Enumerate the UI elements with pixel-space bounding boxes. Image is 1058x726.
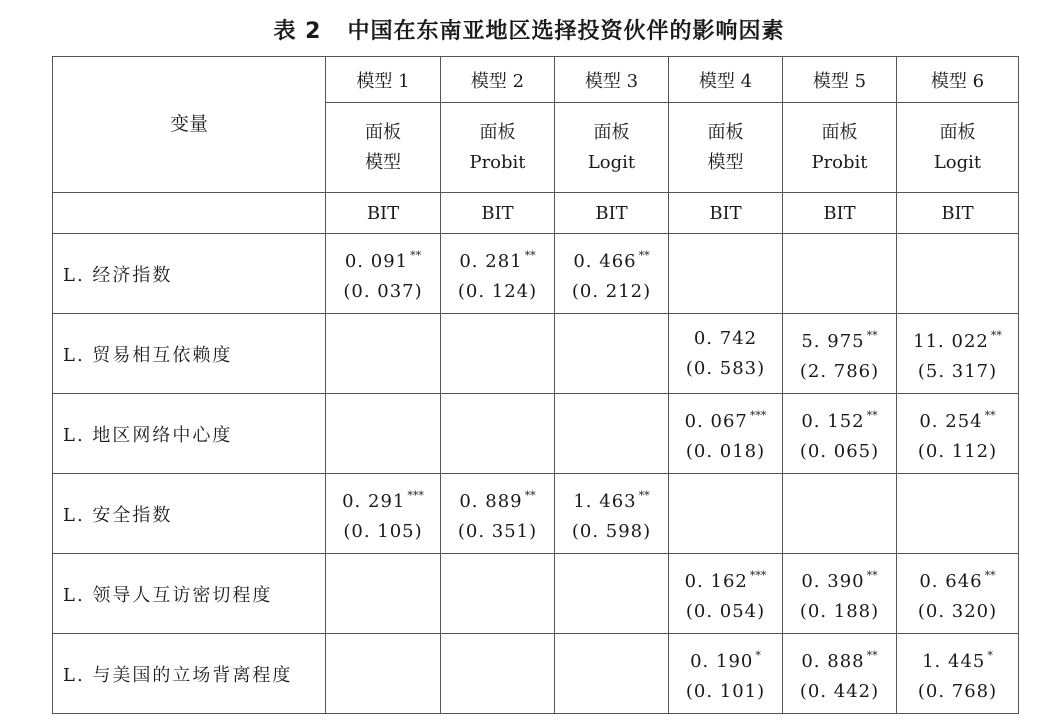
estimate: 0. 888 ** xyxy=(801,648,878,672)
estimate: 0. 646 ** xyxy=(919,568,996,592)
coefficient-cell xyxy=(897,554,1019,634)
estimate: 0. 281 ** xyxy=(459,248,536,272)
standard-error: (0. 124) xyxy=(457,280,538,302)
estimate: 0. 254 ** xyxy=(919,408,996,432)
estimate: 11. 022 ** xyxy=(913,328,1002,352)
standard-error: (0. 112) xyxy=(917,440,998,462)
coefficient-cell xyxy=(669,474,783,554)
table-row xyxy=(53,634,1019,714)
coefficient-cell xyxy=(326,474,441,554)
method-cell: 面板 模型 xyxy=(669,103,783,193)
standard-error: (0. 037) xyxy=(343,280,423,302)
coefficient-cell xyxy=(783,554,897,634)
standard-error: (0. 065) xyxy=(799,440,880,462)
standard-error: (5. 317) xyxy=(917,360,998,382)
table-number: 表 2 xyxy=(273,19,322,44)
significance-stars: ** xyxy=(984,568,996,582)
significance-stars: *** xyxy=(407,488,424,502)
standard-error: (0. 320) xyxy=(917,600,998,622)
coefficient-cell xyxy=(897,234,1019,314)
coefficient-cell xyxy=(669,394,783,474)
model-name: 模型 3 xyxy=(555,57,669,103)
coefficient-cell xyxy=(783,234,897,314)
table-row xyxy=(53,314,1019,394)
table-title xyxy=(0,14,1058,45)
method-cell: 面板 Probit xyxy=(783,103,897,193)
estimate: 0. 152 ** xyxy=(801,408,878,432)
method-cell: 面板 模型 xyxy=(326,103,441,193)
coefficient-cell xyxy=(441,394,555,474)
significance-stars: ** xyxy=(524,488,536,502)
standard-error: (0. 768) xyxy=(917,680,998,702)
dv-cell: BIT xyxy=(326,193,441,234)
model-name: 模型 5 xyxy=(783,57,897,103)
estimate: 0. 466 ** xyxy=(573,248,650,272)
coefficient-cell xyxy=(326,394,441,474)
significance-stars: *** xyxy=(749,568,767,582)
dv-cell: BIT xyxy=(669,193,783,234)
significance-stars: ** xyxy=(866,328,878,342)
standard-error: (0. 101) xyxy=(685,680,766,702)
method-cell: 面板 Logit xyxy=(897,103,1019,193)
estimate: 0. 742 xyxy=(693,327,758,349)
coefficient-cell xyxy=(555,634,669,714)
dv-cell: BIT xyxy=(555,193,669,234)
coefficient-cell xyxy=(897,474,1019,554)
standard-error: (0. 105) xyxy=(343,520,423,542)
method-cell: 面板 Logit xyxy=(555,103,669,193)
model-name-row xyxy=(53,57,1019,103)
estimate: 0. 162 *** xyxy=(684,568,767,592)
table-row xyxy=(53,394,1019,474)
variable-label: L. 经济指数 xyxy=(53,234,326,314)
dv-cell: BIT xyxy=(897,193,1019,234)
model-name: 模型 6 xyxy=(897,57,1019,103)
coefficient-cell xyxy=(555,234,669,314)
significance-stars: ** xyxy=(638,248,650,262)
estimate: 5. 975 ** xyxy=(801,328,878,352)
variable-label: L. 与美国的立场背离程度 xyxy=(53,634,326,714)
coefficient-cell xyxy=(441,634,555,714)
table-row xyxy=(53,234,1019,314)
significance-stars: ** xyxy=(984,408,996,422)
coefficient-cell xyxy=(326,634,441,714)
coefficient-cell xyxy=(783,394,897,474)
coefficient-cell xyxy=(669,554,783,634)
coefficient-cell xyxy=(326,314,441,394)
coefficient-cell xyxy=(326,554,441,634)
coefficient-cell xyxy=(783,634,897,714)
dependent-variable-row xyxy=(53,193,1019,234)
estimate: 1. 463 ** xyxy=(573,488,650,512)
model-name: 模型 1 xyxy=(326,57,441,103)
table-caption: 中国在东南亚地区选择投资伙伴的影响因素 xyxy=(347,19,785,44)
coefficient-cell xyxy=(669,234,783,314)
estimate: 1. 445 * xyxy=(922,648,993,672)
standard-error: (0. 598) xyxy=(571,520,652,542)
coefficient-cell xyxy=(897,634,1019,714)
coefficient-cell xyxy=(441,314,555,394)
coefficient-cell xyxy=(783,314,897,394)
significance-stars: * xyxy=(987,648,993,662)
regression-table xyxy=(52,56,1019,714)
coefficient-cell xyxy=(441,554,555,634)
significance-stars: ** xyxy=(410,248,422,262)
variable-label: L. 领导人互访密切程度 xyxy=(53,554,326,634)
variable-label: L. 地区网络中心度 xyxy=(53,394,326,474)
table-row xyxy=(53,554,1019,634)
estimate: 0. 291 *** xyxy=(342,488,424,512)
model-name: 模型 2 xyxy=(441,57,555,103)
estimate: 0. 091 ** xyxy=(344,248,422,272)
significance-stars: ** xyxy=(638,488,650,502)
model-name: 模型 4 xyxy=(669,57,783,103)
estimate: 0. 190 * xyxy=(690,648,761,672)
significance-stars: ** xyxy=(866,568,878,582)
standard-error: (0. 018) xyxy=(685,440,766,462)
estimate: 0. 390 ** xyxy=(801,568,878,592)
standard-error: (0. 054) xyxy=(685,600,766,622)
table-row xyxy=(53,474,1019,554)
coefficient-cell xyxy=(555,554,669,634)
coefficient-cell xyxy=(783,474,897,554)
coefficient-cell xyxy=(441,234,555,314)
variable-header: 变量 xyxy=(53,57,326,193)
coefficient-cell xyxy=(897,394,1019,474)
significance-stars: * xyxy=(755,648,761,662)
standard-error: (2. 786) xyxy=(799,360,880,382)
variable-label: L. 贸易相互依赖度 xyxy=(53,314,326,394)
standard-error: (0. 442) xyxy=(799,680,880,702)
significance-stars: ** xyxy=(990,328,1002,342)
method-cell: 面板 Probit xyxy=(441,103,555,193)
standard-error: (0. 351) xyxy=(457,520,538,542)
coefficient-cell xyxy=(441,474,555,554)
coefficient-cell xyxy=(555,394,669,474)
significance-stars: ** xyxy=(866,648,878,662)
coefficient-cell xyxy=(897,314,1019,394)
coefficient-cell xyxy=(555,474,669,554)
coefficient-cell xyxy=(669,314,783,394)
standard-error: (0. 212) xyxy=(571,280,652,302)
variable-label: L. 安全指数 xyxy=(53,474,326,554)
estimate: 0. 889 ** xyxy=(459,488,536,512)
standard-error: (0. 188) xyxy=(799,600,880,622)
significance-stars: ** xyxy=(524,248,536,262)
estimate: 0. 067 *** xyxy=(684,408,767,432)
significance-stars: ** xyxy=(866,408,878,422)
coefficient-cell xyxy=(326,234,441,314)
standard-error: (0. 583) xyxy=(685,357,766,379)
significance-stars: *** xyxy=(749,408,767,422)
coefficient-cell xyxy=(555,314,669,394)
empty-cell xyxy=(53,193,326,234)
dv-cell: BIT xyxy=(441,193,555,234)
dv-cell: BIT xyxy=(783,193,897,234)
coefficient-cell xyxy=(669,634,783,714)
